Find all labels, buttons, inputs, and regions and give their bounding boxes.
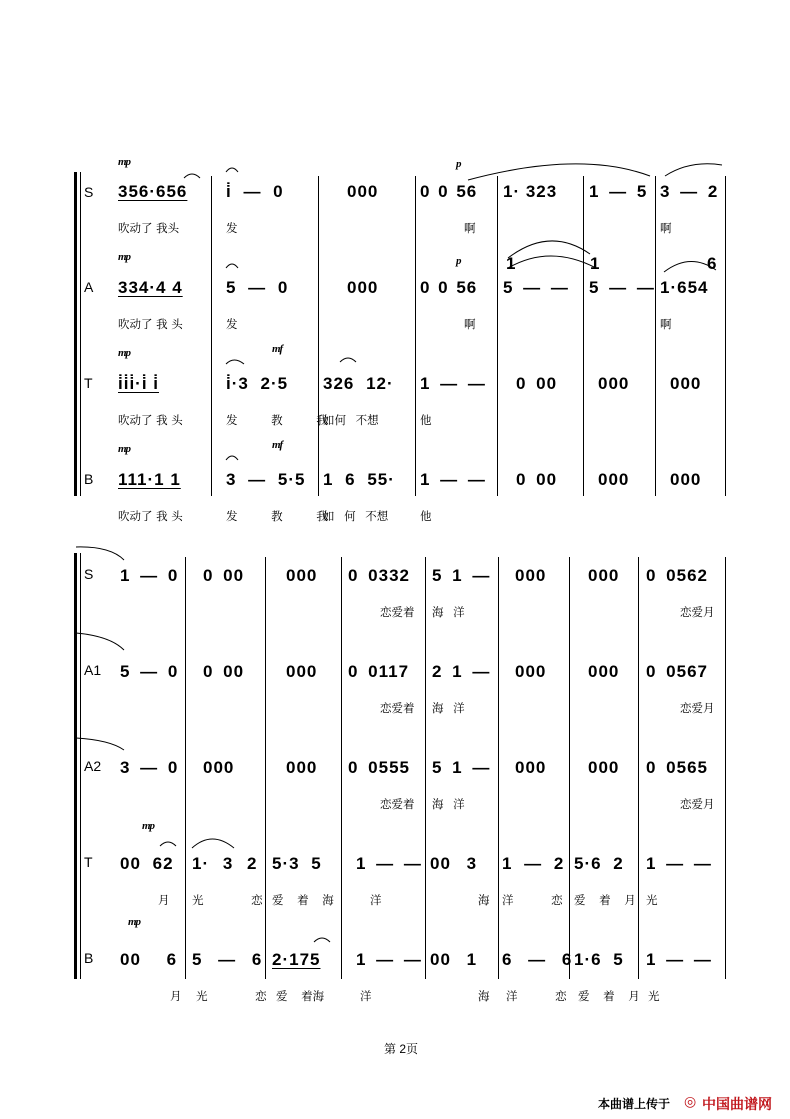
lyric: 发 教 我: [226, 509, 328, 523]
lyric: 爱 着 月: [578, 989, 640, 1003]
lyric: 他: [420, 413, 432, 427]
lyric: 月: [170, 989, 182, 1003]
melody-measure: 000: [515, 758, 547, 777]
melody-measure: 0 0567: [646, 662, 708, 681]
fermata-icon: [226, 264, 238, 268]
melody-measure: 1 — —: [356, 950, 422, 969]
dynamic-mark: p: [456, 158, 461, 170]
melody-measure: 000: [588, 566, 620, 585]
melody-measure: 3 — 2: [660, 182, 719, 201]
lyric: 发: [226, 317, 238, 331]
melody-measure: 5 1 —: [432, 758, 491, 777]
dynamic-mark: mp: [118, 251, 131, 263]
lyric: 光 恋: [196, 989, 267, 1003]
lyric: 爱 着海: [276, 989, 325, 1003]
melody-measure: 356·656: [118, 182, 188, 201]
lyric: 海: [478, 893, 490, 907]
melody-measure: 000: [598, 374, 630, 393]
melody-measure: 6 — 6: [502, 950, 573, 969]
lyric: 恋爱着: [380, 797, 415, 811]
melody-measure: 326 12·: [323, 374, 394, 393]
part-label: B: [84, 471, 94, 487]
part-label: A1: [84, 662, 102, 678]
melody-measure: 000: [588, 758, 620, 777]
melody-measure: 5 — 0: [120, 662, 179, 681]
lyric: 恋爱着: [380, 605, 415, 619]
lyric: 爱 着 海: [272, 893, 334, 907]
dynamic-mark: mf: [272, 343, 283, 355]
lyric: 啊: [660, 317, 672, 331]
melody-measure: 3 — 0: [120, 758, 179, 777]
lyric: 恋爱着: [380, 701, 415, 715]
slur: [192, 839, 234, 848]
melody-measure: 1 6 55·: [323, 470, 395, 489]
part-label: B: [84, 950, 94, 966]
melody-measure: 5·6 2: [574, 854, 624, 873]
melody-measure: 334·4 4: [118, 278, 183, 297]
melody-measure: 0 0 56: [420, 182, 478, 201]
melody-measure: 000: [515, 566, 547, 585]
melody-measure: 1 — —: [420, 470, 486, 489]
slur: [314, 938, 330, 942]
lyric: 光: [648, 989, 660, 1003]
dynamic-mark: p: [456, 255, 461, 267]
part-label: S: [84, 184, 94, 200]
melody-measure: 000: [286, 758, 318, 777]
melody-measure: 1 — —: [646, 950, 712, 969]
melody-measure: 5·3 5: [272, 854, 322, 873]
melody-measure: 1 — —: [420, 374, 486, 393]
slur: [664, 261, 716, 272]
site-logo: 中国曲谱网: [702, 1097, 772, 1113]
lyric: 吹动了 我 头: [118, 413, 183, 427]
lyric: 恋爱月: [680, 797, 715, 811]
lyric: 如 何 不想: [323, 509, 389, 523]
lyric: 如何 不想: [323, 413, 379, 427]
fermata-icon: [226, 456, 238, 460]
lyric: 爱 着 月: [574, 893, 636, 907]
lyric: 海 洋: [432, 797, 465, 811]
melody-measure: 000: [286, 662, 318, 681]
lyric: 发: [226, 221, 238, 235]
dynamic-mark: mf: [272, 439, 283, 451]
melody-measure: 0 0562: [646, 566, 708, 585]
melody-measure: 000: [670, 374, 702, 393]
lyric: 吹动了 我 头: [118, 509, 183, 523]
part-label: T: [84, 854, 93, 870]
part-label: A: [84, 279, 94, 295]
lyric: 洋 恋: [502, 893, 563, 907]
page-number: 第 2页: [384, 1042, 419, 1056]
melody-measure: 1· 323: [503, 182, 558, 201]
slur: [76, 547, 124, 560]
melody-measure: 0 0 56: [420, 278, 478, 297]
lyric: 他: [420, 509, 432, 523]
melody-measure: 1 — —: [356, 854, 422, 873]
part-label: S: [84, 566, 94, 582]
melody-measure: i̇·3 2·5: [226, 374, 289, 393]
lyric: 啊: [464, 221, 476, 235]
lyric: 恋爱月: [680, 605, 715, 619]
melody-measure: 00 3: [430, 854, 478, 873]
melody-measure: 1 — —: [646, 854, 712, 873]
slur: [184, 174, 200, 178]
dynamic-mark: mp: [128, 916, 141, 928]
melody-measure: 2·175: [272, 950, 321, 969]
melody-measure: 5 — —: [503, 278, 569, 297]
slur: [76, 633, 124, 650]
lyric: 洋: [360, 989, 372, 1003]
fermata-icon: [226, 168, 238, 172]
upper-note: 1: [506, 254, 517, 273]
melody-measure: 000: [670, 470, 702, 489]
upper-note: 1: [590, 254, 601, 273]
upper-note: 6: [707, 254, 718, 273]
slur: [665, 164, 722, 176]
lyric: 啊: [660, 221, 672, 235]
melody-measure: 00 62: [120, 854, 174, 873]
dynamic-mark: mp: [118, 156, 131, 168]
part-label: T: [84, 375, 93, 391]
melody-measure: 0 00: [203, 662, 245, 681]
melody-measure: 000: [588, 662, 620, 681]
melody-measure: 0 0555: [348, 758, 410, 777]
melody-measure: 0 00: [203, 566, 245, 585]
melody-measure: 5 — 6: [192, 950, 263, 969]
melody-measure: 000: [347, 278, 379, 297]
melody-measure: 2 1 —: [432, 662, 491, 681]
melody-measure: 000: [286, 566, 318, 585]
melody-measure: 1·6 5: [574, 950, 624, 969]
slur: [340, 358, 356, 362]
lyric: 吹动了 我头: [118, 221, 180, 235]
slur: [160, 842, 176, 846]
melody-measure: 000: [598, 470, 630, 489]
lyric: 海 洋: [432, 605, 465, 619]
melody-measure: 1· 3 2: [192, 854, 258, 873]
melody-measure: 5 1 —: [432, 566, 491, 585]
lyric: 月: [158, 893, 170, 907]
melody-measure: 1 — 2: [502, 854, 565, 873]
slur: [508, 256, 596, 268]
melody-measure: 0 00: [516, 374, 558, 393]
melody-measure: 00 6: [120, 950, 178, 969]
lyric: 洋 恋: [506, 989, 567, 1003]
melody-measure: 000: [203, 758, 235, 777]
lyric: 啊: [464, 317, 476, 331]
slur: [508, 241, 590, 258]
dynamic-mark: mp: [118, 443, 131, 455]
lyric: 光 恋: [192, 893, 263, 907]
melody-measure: 3 — 5·5: [226, 470, 306, 489]
melody-measure: 5 — 0: [226, 278, 289, 297]
melody-measure: 111·1 1: [118, 470, 181, 489]
melody-measure: 1 — 5: [589, 182, 648, 201]
melody-measure: 0 00: [516, 470, 558, 489]
lyric: 恋爱月: [680, 701, 715, 715]
melody-measure: 0 0565: [646, 758, 708, 777]
melody-measure: 1·654: [660, 278, 709, 297]
melody-measure: 00 1: [430, 950, 478, 969]
lyric: 海 洋: [432, 701, 465, 715]
melody-measure: i̇ — 0: [226, 182, 284, 201]
lyric: 吹动了 我 头: [118, 317, 183, 331]
part-label: A2: [84, 758, 102, 774]
melody-measure: 000: [347, 182, 379, 201]
melody-measure: 0 0117: [348, 662, 410, 681]
lyric: 发 教 我: [226, 413, 328, 427]
logo-icon: ◎: [684, 1093, 697, 1109]
melody-measure: 5 — —: [589, 278, 655, 297]
dynamic-mark: mp: [118, 347, 131, 359]
upload-credit: 本曲谱上传于: [598, 1097, 671, 1111]
slur: [468, 164, 650, 180]
dynamic-mark: mp: [142, 820, 155, 832]
melody-measure: 1 — 0: [120, 566, 179, 585]
fermata-icon: [226, 360, 244, 364]
slur: [76, 738, 124, 750]
melody-measure: 0 0332: [348, 566, 410, 585]
lyric: 光: [646, 893, 658, 907]
melody-measure: 000: [515, 662, 547, 681]
melody-measure: i̇i̇i̇·i̇ i̇: [118, 374, 159, 393]
lyric: 洋: [370, 893, 382, 907]
lyric: 海: [478, 989, 490, 1003]
